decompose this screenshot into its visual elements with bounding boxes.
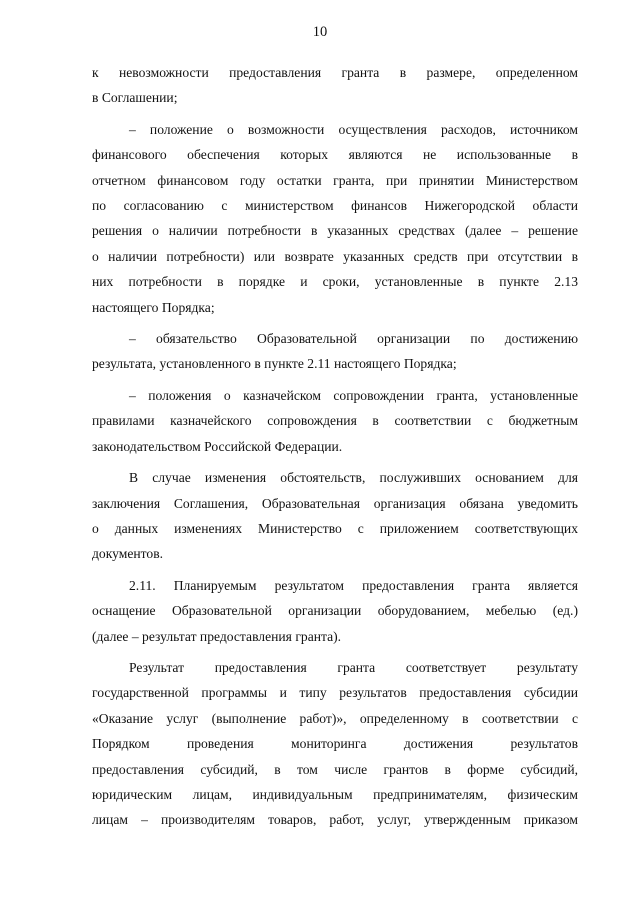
text-line: 2.11. Планируемым результатом предоставления гранта является: [129, 577, 578, 593]
text-line: них потребности в порядке и сроки, установленные в пункте 2.13: [92, 274, 578, 290]
text-line: – положение о возможности осуществления расходов, источником: [129, 121, 578, 137]
text-line: в Соглашении;: [92, 90, 178, 106]
text-line: настоящего Порядка;: [92, 299, 215, 315]
text-line: предоставления субсидий, в том числе грантов в форме субсидий,: [92, 761, 578, 777]
text-line: отчетном финансовом году остатки гранта, при принятии Министерством: [92, 172, 578, 188]
text-line: по согласованию с министерством финансов Нижегородской области: [92, 198, 578, 214]
text-line: – обязательство Образовательной организации по достижению: [129, 331, 578, 347]
text-line: – положения о казначейском сопровождении гранта, установленные: [129, 387, 578, 403]
text-line: к невозможности предоставления гранта в размере, определенном: [92, 65, 578, 80]
text-line: юридическим лицам, индивидуальным предпринимателям, физическим: [92, 786, 578, 802]
text-line: Результат предоставления гранта соответствует результату: [129, 659, 578, 675]
text-line: Порядком проведения мониторинга достижения результатов: [92, 736, 578, 752]
text-line: результата, установленного в пункте 2.11 настоящего Порядка;: [92, 356, 457, 372]
text-line: государственной программы и типу результатов предоставления субсидии: [92, 685, 578, 701]
text-line: заключения Соглашения, Образовательная организация обязана уведомить: [92, 495, 578, 511]
text-line: лицам – производителям товаров, работ, услуг, утвержденным приказом: [92, 812, 578, 828]
text-line: правилами казначейского сопровождения в соответствии с бюджетным: [92, 413, 578, 429]
text-line: «Оказание услуг (выполнение работ)», определенному в соответствии с: [92, 710, 578, 726]
text-line: оснащение Образовательной организации оборудованием, мебелью (ед.): [92, 603, 578, 619]
text-line: о данных изменениях Министерство с приложением соответствующих: [92, 520, 578, 536]
page-number: 10: [312, 24, 328, 40]
text-line: документов.: [92, 546, 164, 562]
text-line: решения о наличии потребности в указанных средствах (далее – решение: [92, 223, 578, 239]
text-line: финансового обеспечения которых являются не использованные в: [92, 147, 578, 163]
text-line: о наличии потребности) или возврате указанных средств при отсутствии в: [92, 248, 578, 264]
body-text: [92, 60, 578, 833]
text-line: В случае изменения обстоятельств, послуживших основанием для: [129, 470, 578, 486]
text-line: законодательством Российской Федерации.: [92, 438, 343, 454]
text-line: (далее – результат предоставления гранта).: [92, 628, 342, 644]
